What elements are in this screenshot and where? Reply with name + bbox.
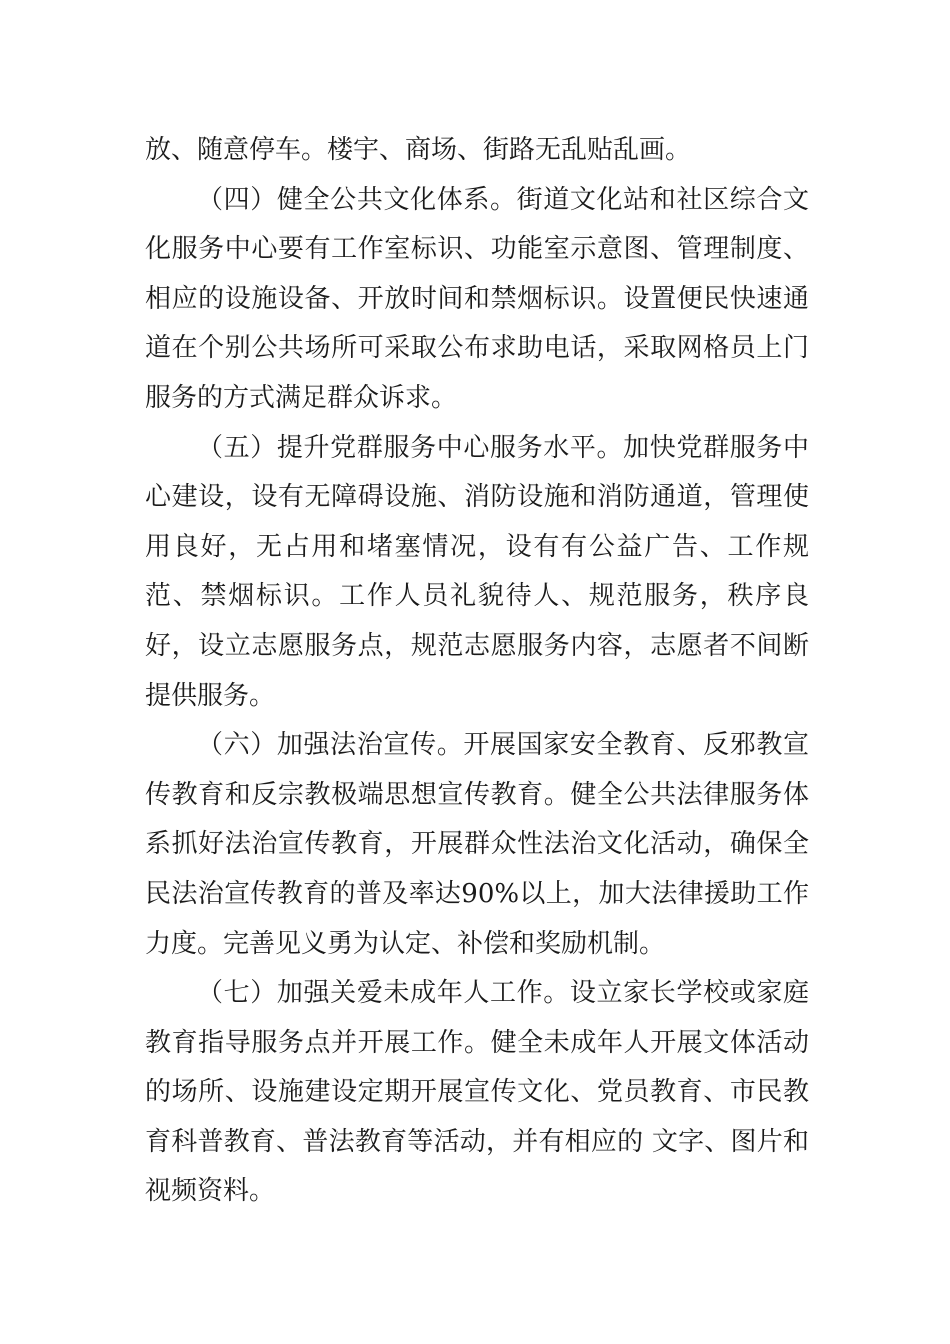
paragraph-continuation: 放、随意停车。楼宇、商场、街路无乱贴乱画。 (145, 135, 692, 165)
paragraph-section-four: （四）健全公共文化体系。街道文化站和社区综合文化服务中心要有工作室标识、功能室示意图、管理制度、相应的设施设备、开放时间和禁烟标识。设置便民快速通道在个别公共场所可采取公布求助电话，采取网格员上门服务的方式满足群众诉求。 (145, 184, 809, 413)
paragraph-section-seven: （七）加强关爱未成年人工作。设立家长学校或家庭教育指导服务点并开展工作。健全未成年人开展文体活动的场所、设施建设定期开展宣传文化、党员教育、市民教育科普教育、普法教育等活动，并有相应的 文字、图片和视频资料。 (145, 978, 809, 1207)
paragraph-section-five: （五）提升党群服务中心服务水平。加快党群服务中心建设，设有无障碍设施、消防设施和消防通道，管理使用良好，无占用和堵塞情况，设有有公益广告、工作规范、禁烟标识。工作人员礼貌待人、规范服务，秩序良好，设立志愿服务点，规范志愿服务内容，志愿者不间断提供服务。 (145, 432, 809, 711)
paragraph-section-six: （六）加强法治宣传。开展国家安全教育、反邪教宣传教育和反宗教极端思想宣传教育。健全公共法律服务体系抓好法治宣传教育，开展群众性法治文化活动，确保全民法治宣传教育的普及率达90%以上，加大法律援助工作力度。完善见义勇为认定、补偿和奖励机制。 (145, 730, 809, 959)
document-body (145, 126, 809, 1217)
